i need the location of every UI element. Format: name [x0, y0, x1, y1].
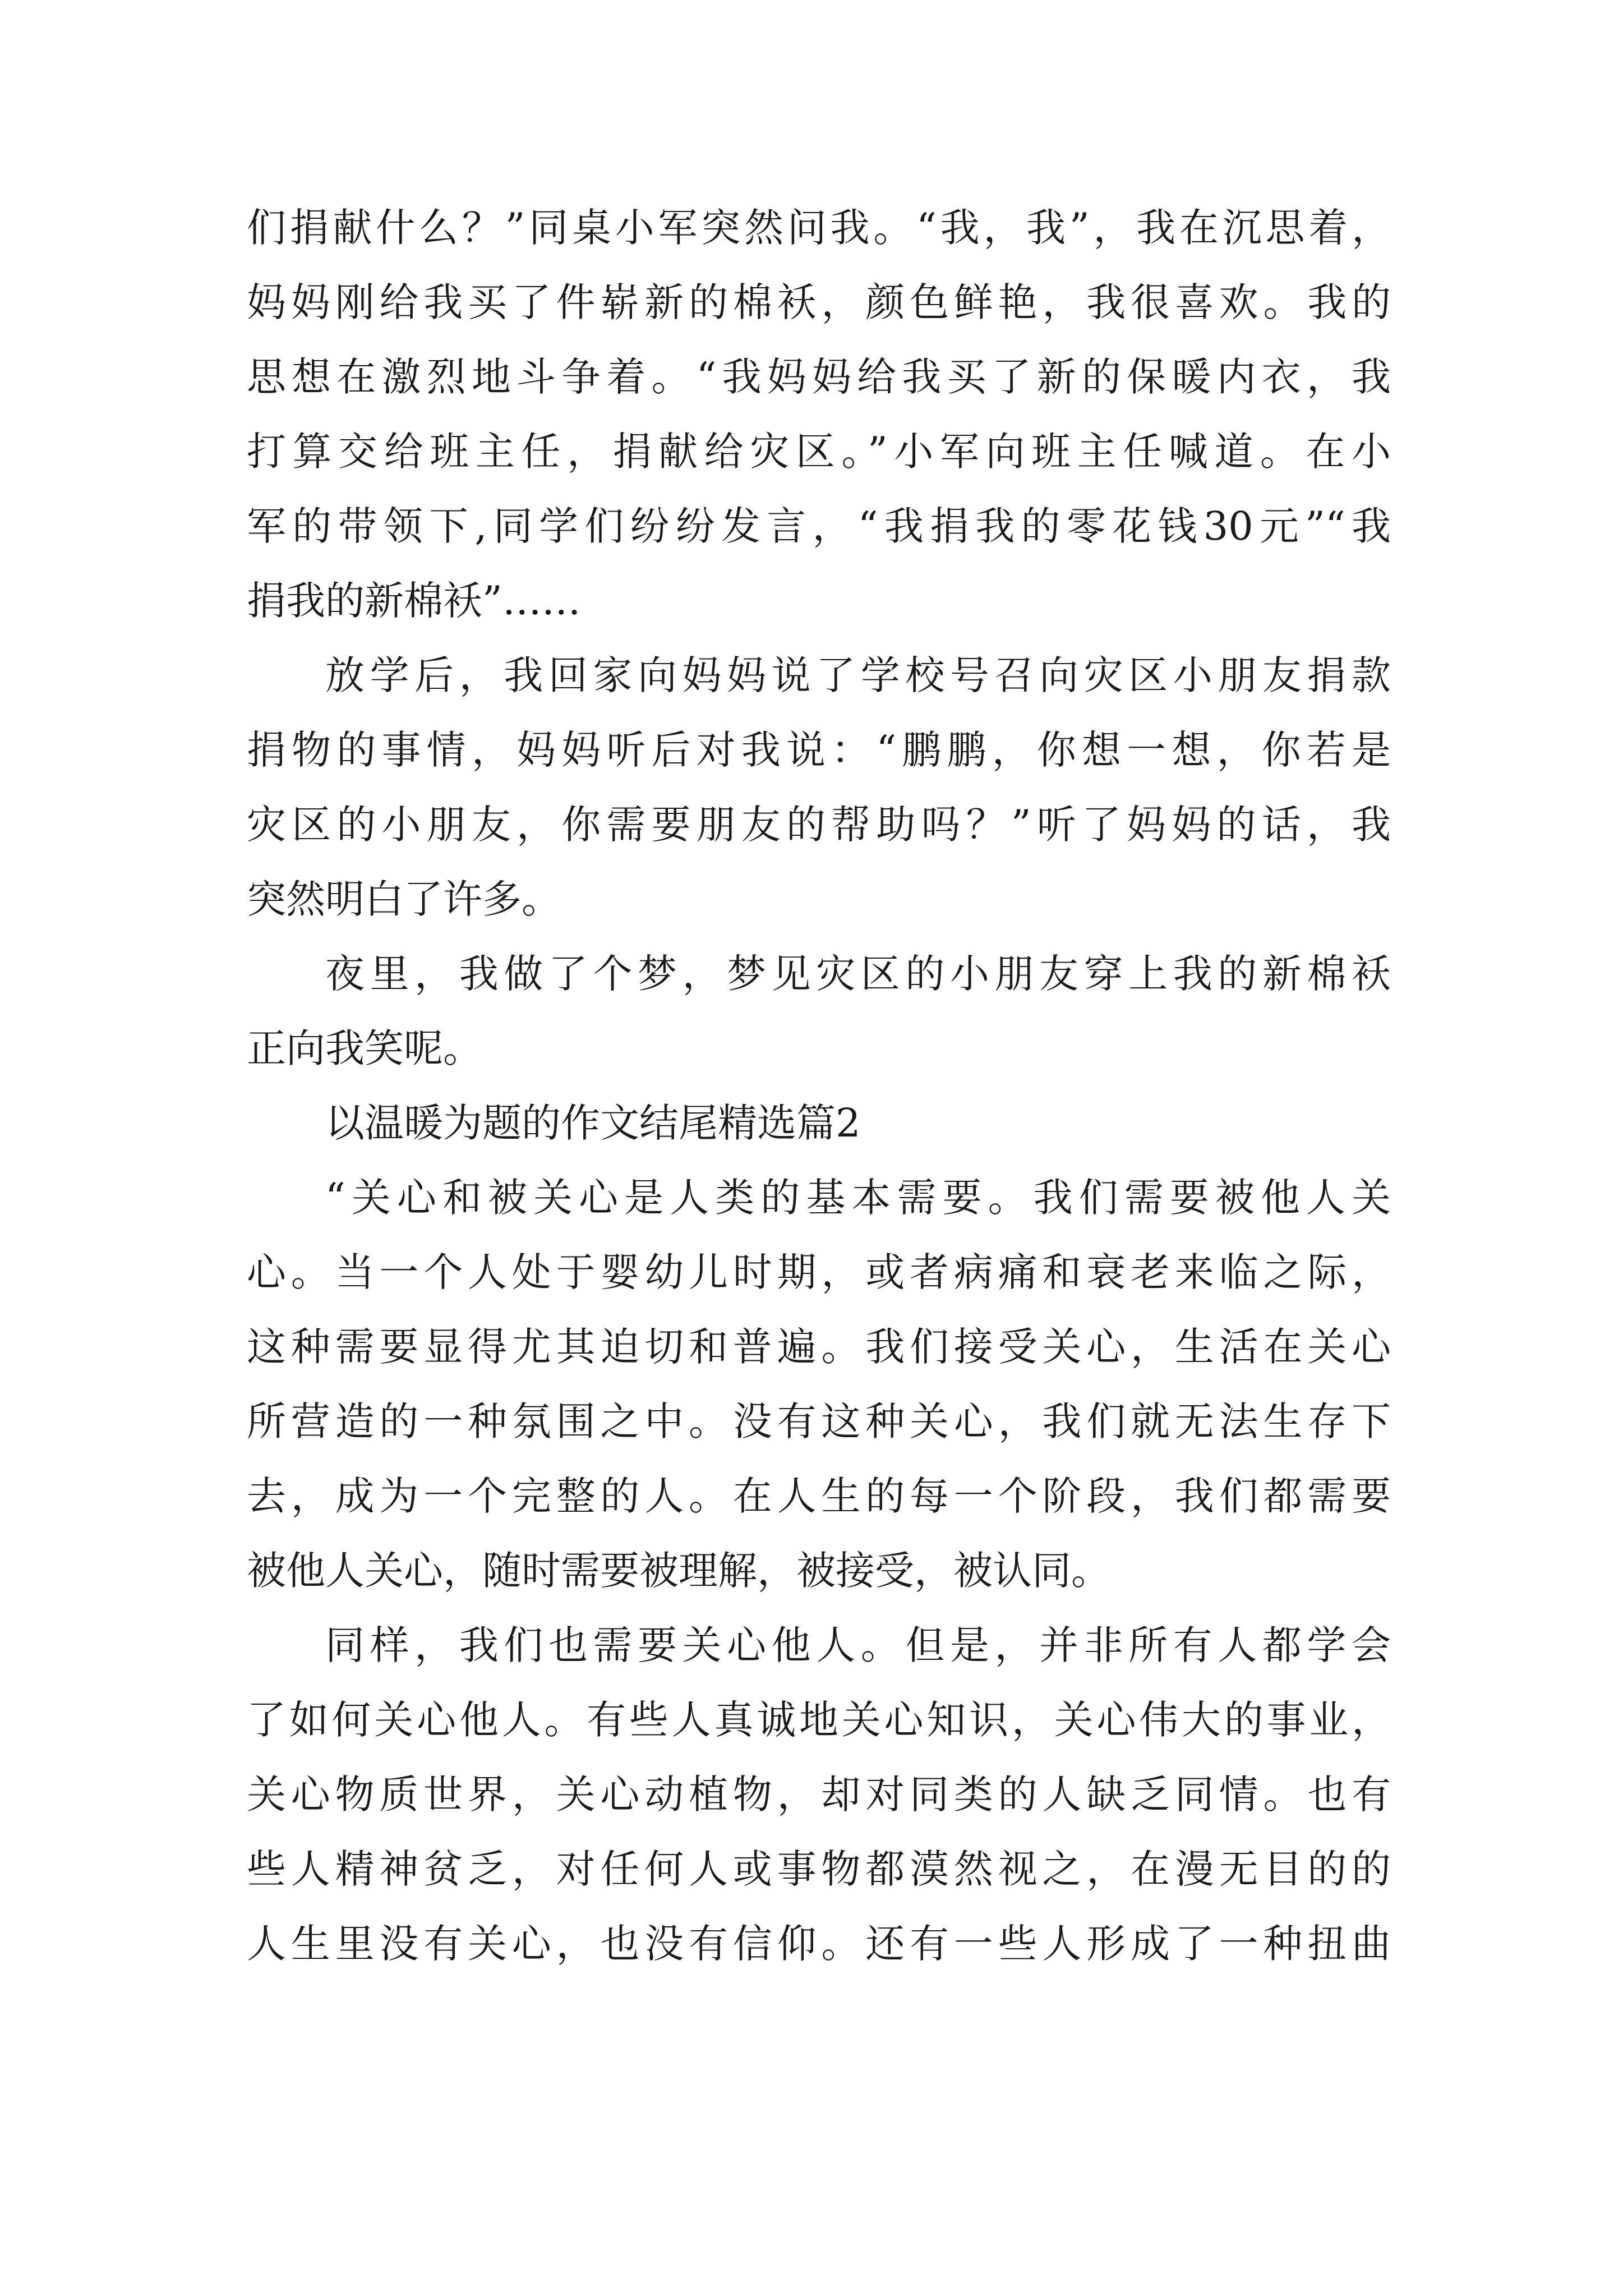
text-line: 灾区的小朋友，你需要朋友的帮助吗？”听了妈妈的话，我: [247, 802, 1391, 848]
section-heading: 以温暖为题的作文结尾精选篇2: [325, 1100, 861, 1146]
text-line: 所营造的一种氛围之中。没有这种关心，我们就无法生存下: [247, 1398, 1391, 1444]
text-line: 正向我笑呢。: [247, 1025, 482, 1071]
text-line: 人生里没有关心，也没有信仰。还有一些人形成了一种扭曲: [247, 1921, 1391, 1967]
paragraph-start-line: “关心和被关心是人类的基本需要。我们需要被他人关: [325, 1175, 1391, 1221]
text-line: 们捐献什么？”同桌小军突然问我。“我，我”，我在沉思着，: [247, 205, 1391, 251]
text-line: 被他人关心，随时需要被理解，被接受，被认同。: [247, 1548, 1110, 1594]
text-line: 思想在激烈地斗争着。“我妈妈给我买了新的保暖内衣，我: [247, 354, 1391, 400]
text-line: 去，成为一个完整的人。在人生的每一个阶段，我们都需要: [247, 1473, 1391, 1519]
paragraph-start-line: 夜里，我做了个梦，梦见灾区的小朋友穿上我的新棉袄: [325, 951, 1391, 997]
text-line: 心。当一个人处于婴幼儿时期，或者病痛和衰老来临之际，: [247, 1249, 1391, 1295]
text-line: 捐我的新棉袄”……: [247, 578, 581, 624]
text-line: 突然明白了许多。: [247, 876, 561, 922]
text-line: 关心物质世界，关心动植物，却对同类的人缺乏同情。也有: [247, 1772, 1391, 1818]
text-line: 捐物的事情，妈妈听后对我说：“鹏鹏，你想一想，你若是: [247, 727, 1391, 773]
text-line: 妈妈刚给我买了件崭新的棉袄，颜色鲜艳，我很喜欢。我的: [247, 279, 1391, 325]
document-body: [247, 191, 1391, 1981]
paragraph-start-line: 同样，我们也需要关心他人。但是，并非所有人都学会: [325, 1622, 1391, 1668]
text-line: 打算交给班主任，捐献给灾区。”小军向班主任喊道。在小: [247, 429, 1391, 475]
paragraph-start-line: 放学后，我回家向妈妈说了学校号召向灾区小朋友捐款: [325, 652, 1391, 698]
text-line: 了如何关心他人。有些人真诚地关心知识，关心伟大的事业，: [247, 1697, 1391, 1743]
text-line: 这种需要显得尤其迫切和普遍。我们接受关心，生活在关心: [247, 1324, 1391, 1370]
text-line: 军的带领下,同学们纷纷发言，“我捐我的零花钱30元”“我: [247, 503, 1391, 549]
text-line: 些人精神贫乏，对任何人或事物都漠然视之，在漫无目的的: [247, 1846, 1391, 1892]
